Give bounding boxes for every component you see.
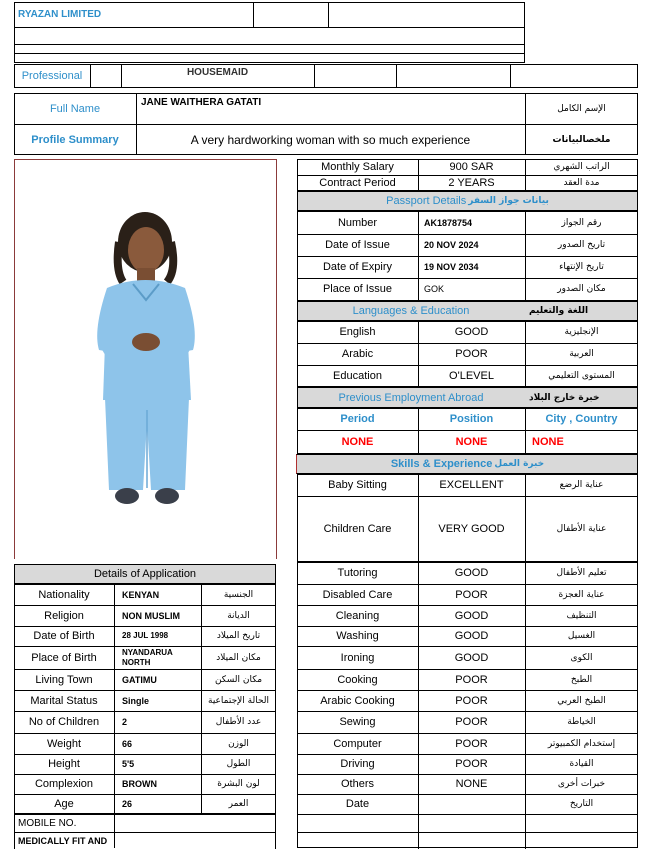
employment-header-ar: خبرة خارج البلاد	[529, 392, 600, 403]
app-nationality-ar: الجنسية	[223, 589, 254, 600]
profile-summary-value: A very hardworking woman with so much experience	[190, 132, 471, 147]
app-place-of-birth-label: Place of Birth	[31, 651, 97, 664]
skill-sewing-label: Sewing	[339, 716, 376, 728]
full-name-value: JANE WAITHERA GATATI	[141, 96, 262, 108]
contract-label: Contract Period	[319, 177, 396, 189]
skill-cleaning-label: Cleaning	[335, 609, 380, 622]
full-name-ar: الإسم الكامل	[557, 103, 606, 114]
app-religion-label: Religion	[44, 609, 84, 622]
app-date-of-birth-label: Date of Birth	[33, 630, 95, 642]
skill-sewing-ar: الخياطة	[567, 717, 596, 727]
skill-driving-ar: القيادة	[569, 759, 594, 769]
professional-value: HOUSEMAID	[186, 66, 249, 78]
app-age-ar: العمر	[228, 799, 249, 809]
skill-tutoring-label: Tutoring	[337, 567, 378, 579]
date-of-issue-value: 20 NOV 2024	[424, 240, 479, 250]
app-living-town-ar: مكان السكن	[214, 674, 263, 685]
skill-ironing-ar: الكوى	[570, 652, 593, 663]
col-position: Position	[449, 413, 494, 425]
skill-others-label: Others	[340, 778, 374, 790]
skill-driving-label: Driving	[340, 758, 375, 770]
salary-value: 900 SAR	[449, 161, 494, 173]
skill-arabic-cooking-label: Arabic Cooking	[320, 694, 395, 707]
skill-disabled-care-ar: عناية العجزة	[558, 589, 605, 600]
place-of-issue-ar: مكان الصدور	[557, 284, 606, 294]
skill-baby-sitting-ar: عناية الرضع	[559, 480, 604, 490]
skill-others-ar: خبرات أخرى	[557, 779, 606, 789]
app-marital-status-value: Single	[122, 695, 150, 706]
contract-ar: مدة العقد	[563, 178, 600, 188]
skill-children-care-value: VERY GOOD	[438, 523, 505, 535]
app-marital-status-ar: الحالة الإجتماعية	[208, 695, 269, 706]
skill-children-care-ar: عناية الأطفال	[556, 524, 607, 534]
app-no-of-children-label: No of Children	[28, 716, 100, 728]
english-label: English	[339, 326, 376, 338]
app-place-of-birth-ar: مكان الميلاد	[216, 652, 261, 663]
passport-header-ar: بيانات جواز السفر	[468, 196, 549, 206]
skill-washing-label: Washing	[336, 630, 379, 642]
skill-tutoring-ar: تعليم الأطفال	[556, 568, 607, 578]
place-of-issue-value: GOK	[424, 284, 445, 294]
date-of-issue-label: Date of Issue	[325, 239, 390, 251]
company-name: RYAZAN LIMITED	[18, 8, 102, 20]
header-blank-box	[14, 27, 525, 63]
skill-date-value	[418, 794, 525, 814]
app-complexion-value: BROWN	[122, 779, 157, 789]
employment-header-label: Previous Employment Abroad	[338, 391, 484, 404]
skill-computer-value: POOR	[455, 737, 488, 750]
app-age-label: Age	[54, 798, 74, 810]
app-complexion-ar: لون البشرة	[217, 779, 260, 789]
skill-baby-sitting-value: EXCELLENT	[439, 479, 504, 491]
salary-label: Monthly Salary	[321, 161, 394, 173]
skill-cooking-label: Cooking	[337, 673, 378, 686]
skill-driving-value: POOR	[455, 758, 488, 770]
passport-number-value: AK1878754	[424, 218, 473, 228]
skill-sewing-value: POOR	[455, 716, 488, 728]
skill-washing-value: GOOD	[454, 630, 489, 642]
mobile-label: MOBILE NO.	[18, 817, 77, 829]
skills-header-label: Skills & Experience خبرة العمل	[390, 458, 545, 470]
col-city-country: City , Country	[545, 413, 618, 425]
skill-others-value: NONE	[455, 778, 488, 790]
app-marital-status-label: Marital Status	[30, 694, 98, 707]
skill-arabic-cooking-ar: الطبخ العربي	[557, 695, 606, 706]
col-period: Period	[340, 413, 375, 425]
app-weight-ar: الوزن	[228, 738, 249, 749]
date-of-issue-ar: تاريخ الصدور	[557, 240, 606, 250]
application-header-label: Details of Application	[93, 568, 197, 580]
languages-header-label: Languages & Education	[352, 305, 470, 317]
app-weight-label: Weight	[46, 737, 82, 750]
medical-label: MEDICALLY FIT AND	[18, 836, 108, 846]
salary-ar: الراتب الشهري	[553, 162, 610, 172]
app-height-label: Height	[48, 758, 80, 770]
app-date-of-birth-value: 28 JUL 1998	[122, 631, 169, 640]
professional-row	[14, 64, 638, 88]
skill-disabled-care-label: Disabled Care	[322, 588, 393, 601]
skill-cleaning-value: GOOD	[454, 609, 489, 622]
skill-computer-label: Computer	[333, 737, 382, 750]
skill-date-ar: التاريخ	[569, 799, 594, 809]
skill-cooking-ar: الطبخ	[570, 674, 593, 685]
arabic-label: Arabic	[341, 348, 374, 360]
skill-children-care-label: Children Care	[323, 523, 392, 535]
place-of-issue-label: Place of Issue	[322, 283, 393, 295]
app-complexion-label: Complexion	[34, 778, 94, 790]
full-name-label: Full Name	[49, 102, 101, 115]
skill-tutoring-value: GOOD	[454, 567, 489, 579]
education-value: O'LEVEL	[449, 370, 494, 382]
profile-summary-ar: ملخصالبيانات	[552, 134, 611, 145]
date-of-expiry-ar: تاريخ الإنتهاء	[559, 262, 604, 272]
skill-cooking-value: POOR	[455, 673, 488, 686]
app-nationality-value: KENYAN	[122, 589, 160, 600]
profile-summary-label: Profile Summary	[31, 133, 119, 146]
skill-cleaning-ar: التنظيف	[566, 610, 597, 621]
app-age-value: 26	[122, 799, 133, 809]
app-religion-ar: الديانة	[227, 610, 250, 621]
skill-arabic-cooking-value: POOR	[455, 694, 488, 707]
english-value: GOOD	[454, 326, 489, 338]
app-religion-value: NON MUSLIM	[122, 610, 180, 621]
skill-date-label: Date	[345, 798, 370, 810]
contract-value: 2 YEARS	[448, 177, 495, 189]
date-of-expiry-value: 19 NOV 2034	[424, 262, 479, 272]
date-of-expiry-label: Date of Expiry	[322, 261, 393, 273]
app-no-of-children-value: 2	[122, 717, 128, 727]
passport-header-label: Passport Details	[386, 195, 467, 207]
app-living-town-value: GATIMU	[122, 674, 157, 685]
app-height-value: 5'5	[122, 759, 135, 769]
app-date-of-birth-ar: تاريخ الميلاد	[216, 631, 261, 641]
position-value: NONE	[455, 436, 488, 448]
skill-ironing-value: GOOD	[454, 651, 489, 664]
education-ar: المستوى التعليمي	[548, 371, 615, 381]
passport-header	[297, 191, 638, 211]
candidate-photo	[14, 159, 277, 559]
skill-ironing-label: Ironing	[340, 651, 375, 664]
skill-washing-ar: الغسيل	[567, 631, 596, 641]
app-no-of-children-ar: عدد الأطفال	[215, 717, 262, 727]
passport-number-ar: رقم الجواز	[561, 218, 602, 228]
skill-computer-ar: إستخدام الكمبيوتر	[547, 738, 616, 749]
skill-baby-sitting-label: Baby Sitting	[328, 479, 387, 491]
city-value: NONE	[532, 436, 564, 448]
arabic-value: POOR	[455, 348, 488, 360]
arabic-ar: العربية	[569, 349, 594, 359]
app-weight-value: 66	[122, 738, 133, 749]
passport-number-label: Number	[337, 217, 378, 229]
app-place-of-birth-value: NYANDARUA NORTH	[122, 647, 173, 667]
skill-disabled-care-value: POOR	[455, 588, 488, 601]
languages-header-ar: اللغة والتعليم	[529, 306, 589, 316]
english-ar: الإنجليزية	[564, 327, 599, 337]
professional-label: Professional	[21, 70, 83, 82]
app-height-ar: الطول	[226, 759, 251, 769]
period-value: NONE	[341, 436, 374, 448]
app-nationality-label: Nationality	[38, 588, 90, 601]
app-living-town-label: Living Town	[35, 673, 93, 686]
education-label: Education	[333, 370, 382, 382]
